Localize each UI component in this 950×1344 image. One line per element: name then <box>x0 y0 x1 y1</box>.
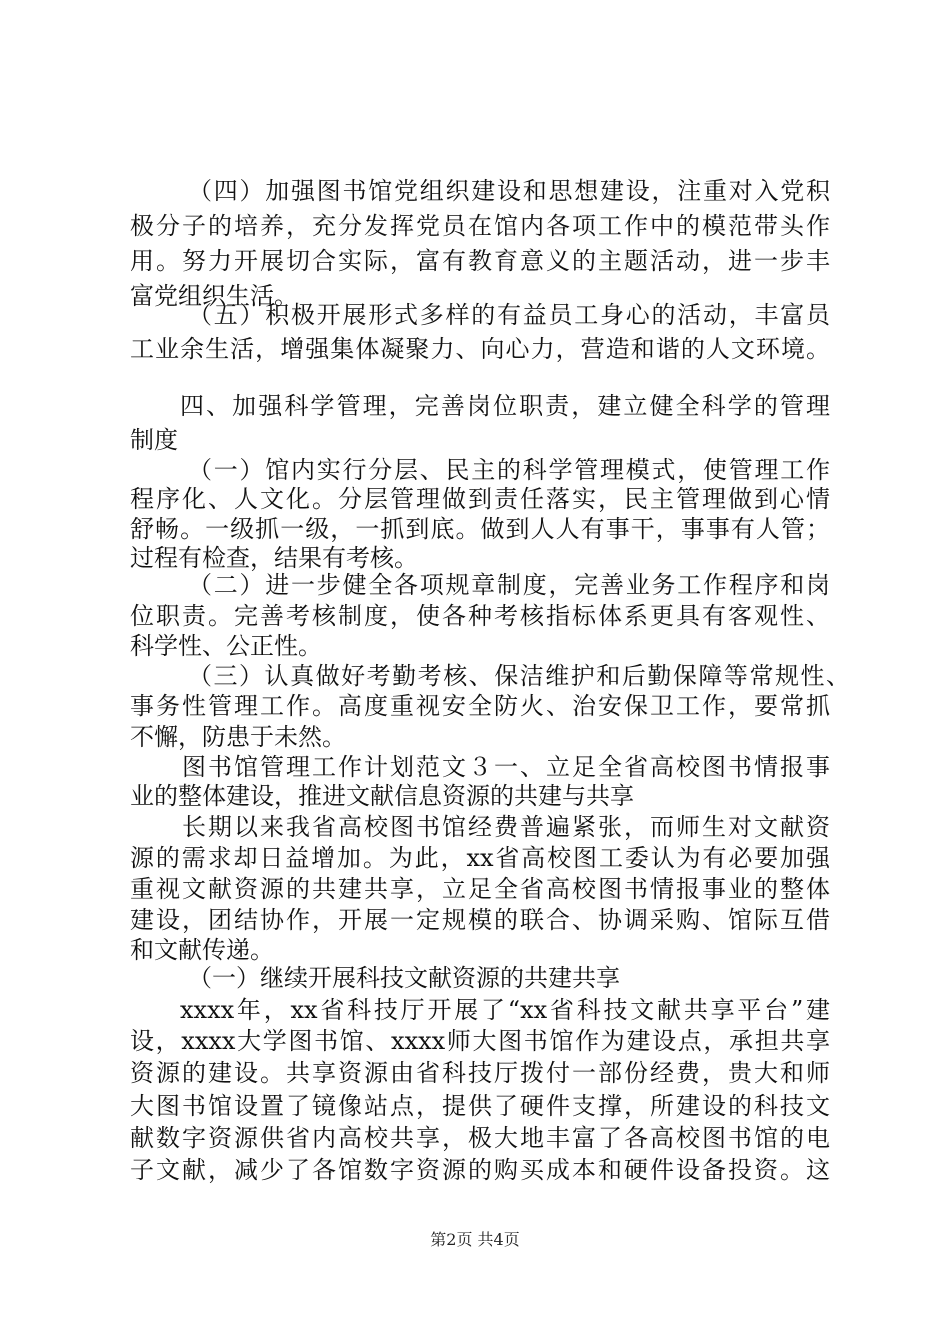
paragraph-line: xxxx年，xx省科技厅开展了“xx省科技文献共享平台”建 <box>180 996 830 1024</box>
paragraph-line: 科学性、公正性。 <box>130 632 322 660</box>
paragraph-line: 子文献，减少了各馆数字资源的购买成本和硬件设备投资。这 <box>130 1156 830 1184</box>
paragraph-line: （五）积极开展形式多样的有益员工身心的活动，丰富员 <box>188 301 830 329</box>
paragraph-line: 舒畅。一级抓一级，一抓到底。做到人人有事干，事事有人管； <box>130 515 830 543</box>
paragraph-line: 和文献传递。 <box>130 936 274 964</box>
paragraph-line: 建设，团结协作，开展一定规模的联合、协调采购、馆际互借 <box>130 906 830 934</box>
paragraph-line: 源的需求却日益增加。为此，xx省高校图工委认为有必要加强 <box>130 844 830 872</box>
paragraph-line: （一）馆内实行分层、民主的科学管理模式，使管理工作 <box>188 456 830 484</box>
paragraph-line: 极分子的培养，充分发挥党员在馆内各项工作中的模范带头作 <box>130 212 830 240</box>
paragraph-line: 用。努力开展切合实际，富有教育意义的主题活动，进一步丰 <box>130 247 830 275</box>
paragraph-line: 不懈，防患于未然。 <box>130 723 346 751</box>
paragraph-line: （三）认真做好考勤考核、保洁维护和后勤保障等常规性、 <box>188 662 850 690</box>
paragraph-line: 工业余生活，增强集体凝聚力、向心力，营造和谐的人文环境。 <box>130 335 830 363</box>
paragraph-line: 长期以来我省高校图书馆经费普遍紧张，而师生对文献资 <box>182 813 830 841</box>
subsection-heading: （一）继续开展科技文献资源的共建共享 <box>188 964 620 992</box>
paragraph-line: 程序化、人文化。分层管理做到责任落实，民主管理做到心情 <box>130 485 830 513</box>
section-heading: 业的整体建设，推进文献信息资源的共建与共享 <box>130 782 634 810</box>
paragraph-line: 过程有检查，结果有考核。 <box>130 544 418 572</box>
section-heading: 图书馆管理工作计划范文３一、立足全省高校图书情报事 <box>182 753 830 781</box>
paragraph-line: 设，xxxx大学图书馆、xxxx师大图书馆作为建设点，承担共享 <box>130 1027 830 1055</box>
section-heading: 制度 <box>130 426 178 454</box>
section-heading: 四、加强科学管理，完善岗位职责，建立健全科学的管理 <box>180 392 830 420</box>
paragraph-line: 献数字资源供省内高校共享，极大地丰富了各高校图书馆的电 <box>130 1124 830 1152</box>
paragraph-line: 重视文献资源的共建共享，立足全省高校图书情报事业的整体 <box>130 875 830 903</box>
paragraph-line: 富党组织生活。 <box>130 282 298 310</box>
paragraph-line: 位职责。完善考核制度，使各种考核指标体系更具有客观性、 <box>130 602 830 630</box>
page-number-footer: 第2页 共4页 <box>430 1230 520 1249</box>
paragraph-line: 大图书馆设置了镜像站点，提供了硬件支撑，所建设的科技文 <box>130 1092 830 1120</box>
paragraph-line: 资源的建设。共享资源由省科技厅拨付一部份经费，贵大和师 <box>130 1059 830 1087</box>
paragraph-line: 事务性管理工作。高度重视安全防火、治安保卫工作，要常抓 <box>130 692 830 720</box>
paragraph-line: （二）进一步健全各项规章制度，完善业务工作程序和岗 <box>188 571 830 599</box>
paragraph-line: （四）加强图书馆党组织建设和思想建设，注重对入党积 <box>188 177 830 205</box>
